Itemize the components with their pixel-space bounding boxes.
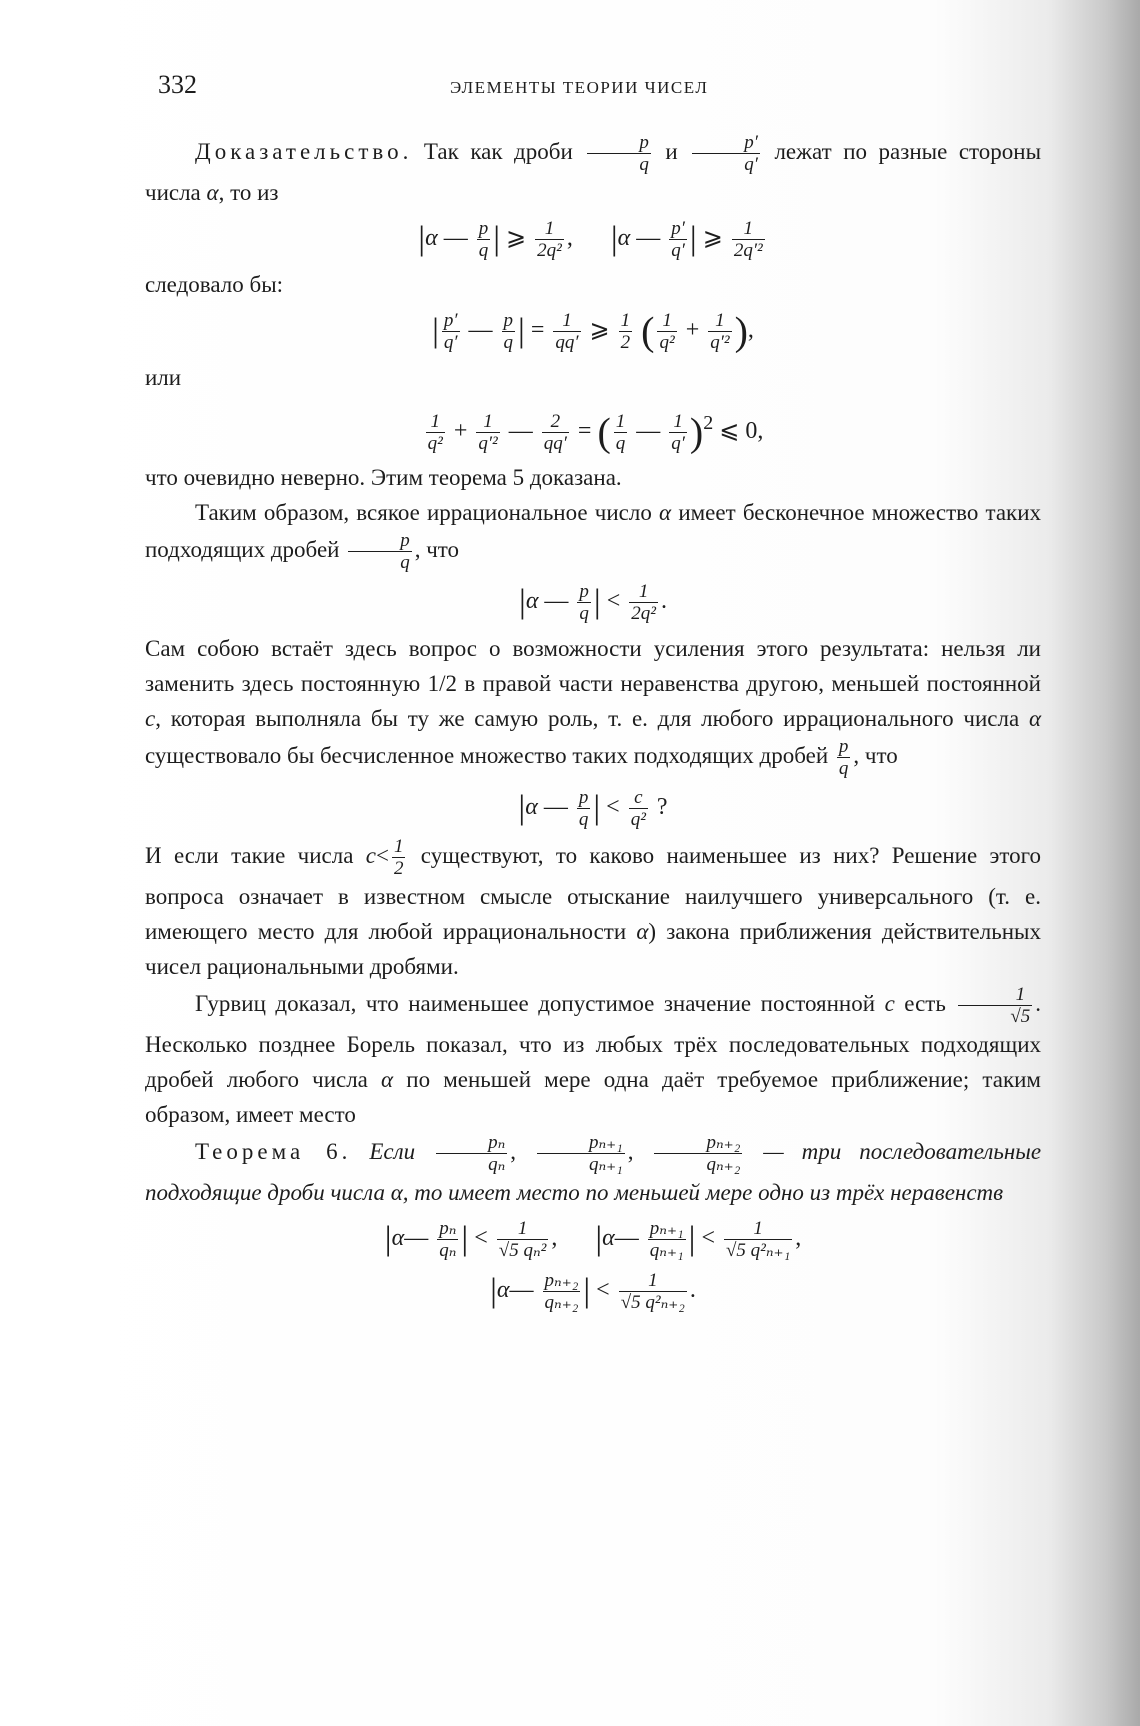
text-run: Так как дроби bbox=[423, 138, 573, 164]
paragraph-smallest: И если такие числа c< $\frac{1}{2}$ существуют, то каково наименьшее из них? Решение этого вопроса означает в известном смысле отыскание наилучшего универсального (т. е. имеющего место для любой иррациональности α) закона приближения действительных чисел рациональными дробями. bbox=[145, 836, 1041, 980]
text-run: лежат по разные стороны числа bbox=[145, 138, 1042, 205]
equation-6: |α— $\frac{\text{pₙ}}{\text{qₙ}}$ | < $\frac{1}{\text{√5 qₙ²}}$ , |α— $\frac{\text{pₙ₊₁}}{\text{qₙ₊₁}}$ | < $\frac{1}{\text{√5 q²ₙ₊₁}}$ , bbox=[384, 1218, 802, 1262]
theorem-6: Теорема 6. Если $\frac{\text{pₙ}}{\text{qₙ}}$ , $\frac{\text{pₙ₊₁}}{\text{qₙ₊₁}}$ , $\frac{\text{pₙ₊₂}}{\text{qₙ₊₂}}$ — три последовательные подходящие дроби числа α, то имеет место по меньшей мере одно из трёх неравенств bbox=[145, 1132, 1042, 1206]
theorem-label: Теорема 6. bbox=[195, 1139, 352, 1165]
equation-5: |α — $\frac{p}{q}$ | < $\frac{c}{\text{q²}}$ ? bbox=[518, 786, 668, 830]
equation-7: |α— $\frac{\text{pₙ₊₂}}{\text{qₙ₊₂}}$ | < $\frac{1}{\text{√5 q²ₙ₊₂}}$ . bbox=[490, 1269, 696, 1313]
equation-3: $\frac{1}{\text{q²}}$ + $\frac{1}{\text{q′²}}$ — $\frac{2}{qq'}$ = ( $\frac{1}{q}$ — $\frac{1}{q'}$ )$^2$ ⩽ 0, bbox=[427, 409, 764, 455]
paragraph-conclusion: что очевидно неверно. Этим теорема 5 доказана. bbox=[145, 465, 622, 491]
equation-4: |α — $\frac{p}{q}$ | < $\frac{1}{\text{2q²}}$ . bbox=[519, 581, 667, 625]
paragraph-proof bbox=[145, 132, 1041, 210]
alpha-symbol: α bbox=[206, 180, 219, 205]
proof-label: Доказательство. bbox=[195, 138, 413, 164]
paragraph-hurwitz: Гурвиц доказал, что наименьшее допустимое значение постоянной c есть $\frac{1}{√5}$ . Несколько позднее Борель показал, что из любых трёх последовательных подходящих дробей любого числа α по меньшей мере одна даёт требуемое приближение; таким образом, имеет место bbox=[145, 984, 1042, 1128]
text-run: и bbox=[665, 138, 678, 164]
paragraph-or: или bbox=[145, 364, 182, 390]
text-run: , то из bbox=[218, 180, 279, 205]
equation-1: |α — $\frac{p}{q}$ | ⩾ $\frac{1}{\text{2q²}}$ , |α — $\frac{p'}{q'}$ | ⩾ $\frac{1}{\text{2q′²}}$ bbox=[418, 217, 763, 261]
equation-2: | $\frac{p'}{q'}$ — $\frac{p}{q}$ | = $\frac{1}{qq'}$ ⩾ $\frac{1}{2}$ ( $\frac{1}{\text{q²}}$ + $\frac{1}{\text{q′²}}$ ), bbox=[432, 308, 754, 354]
paragraph-followed: следовало бы: bbox=[145, 272, 284, 298]
page-body bbox=[145, 132, 1041, 1319]
page-number: 332 bbox=[158, 70, 197, 99]
fraction-p-q: $\frac{p}{q}$ bbox=[587, 132, 651, 175]
paragraph-infinite: Таким образом, всякое иррациональное число α имеет бесконечное множество таких подходящих дробей $\frac{p}{q}$ , что bbox=[145, 500, 1042, 574]
running-title: ЭЛЕМЕНТЫ ТЕОРИИ ЧИСЕЛ bbox=[450, 78, 709, 97]
paragraph-question: Сам собою встаёт здесь вопрос о возможности усиления этого результата: нельзя ли заменить здесь постоянную 1/2 в правой части неравенства другою, меньшей постоянной c, которая выполняла бы ту же самую роль, т. е. для любого иррационального числа α существовало бы бесчисленное множество таких подходящих дробей $\frac{p}{q}$ , что bbox=[145, 635, 1042, 779]
fraction-pp-qp: $\frac{p'}{q'}$ bbox=[692, 132, 760, 175]
